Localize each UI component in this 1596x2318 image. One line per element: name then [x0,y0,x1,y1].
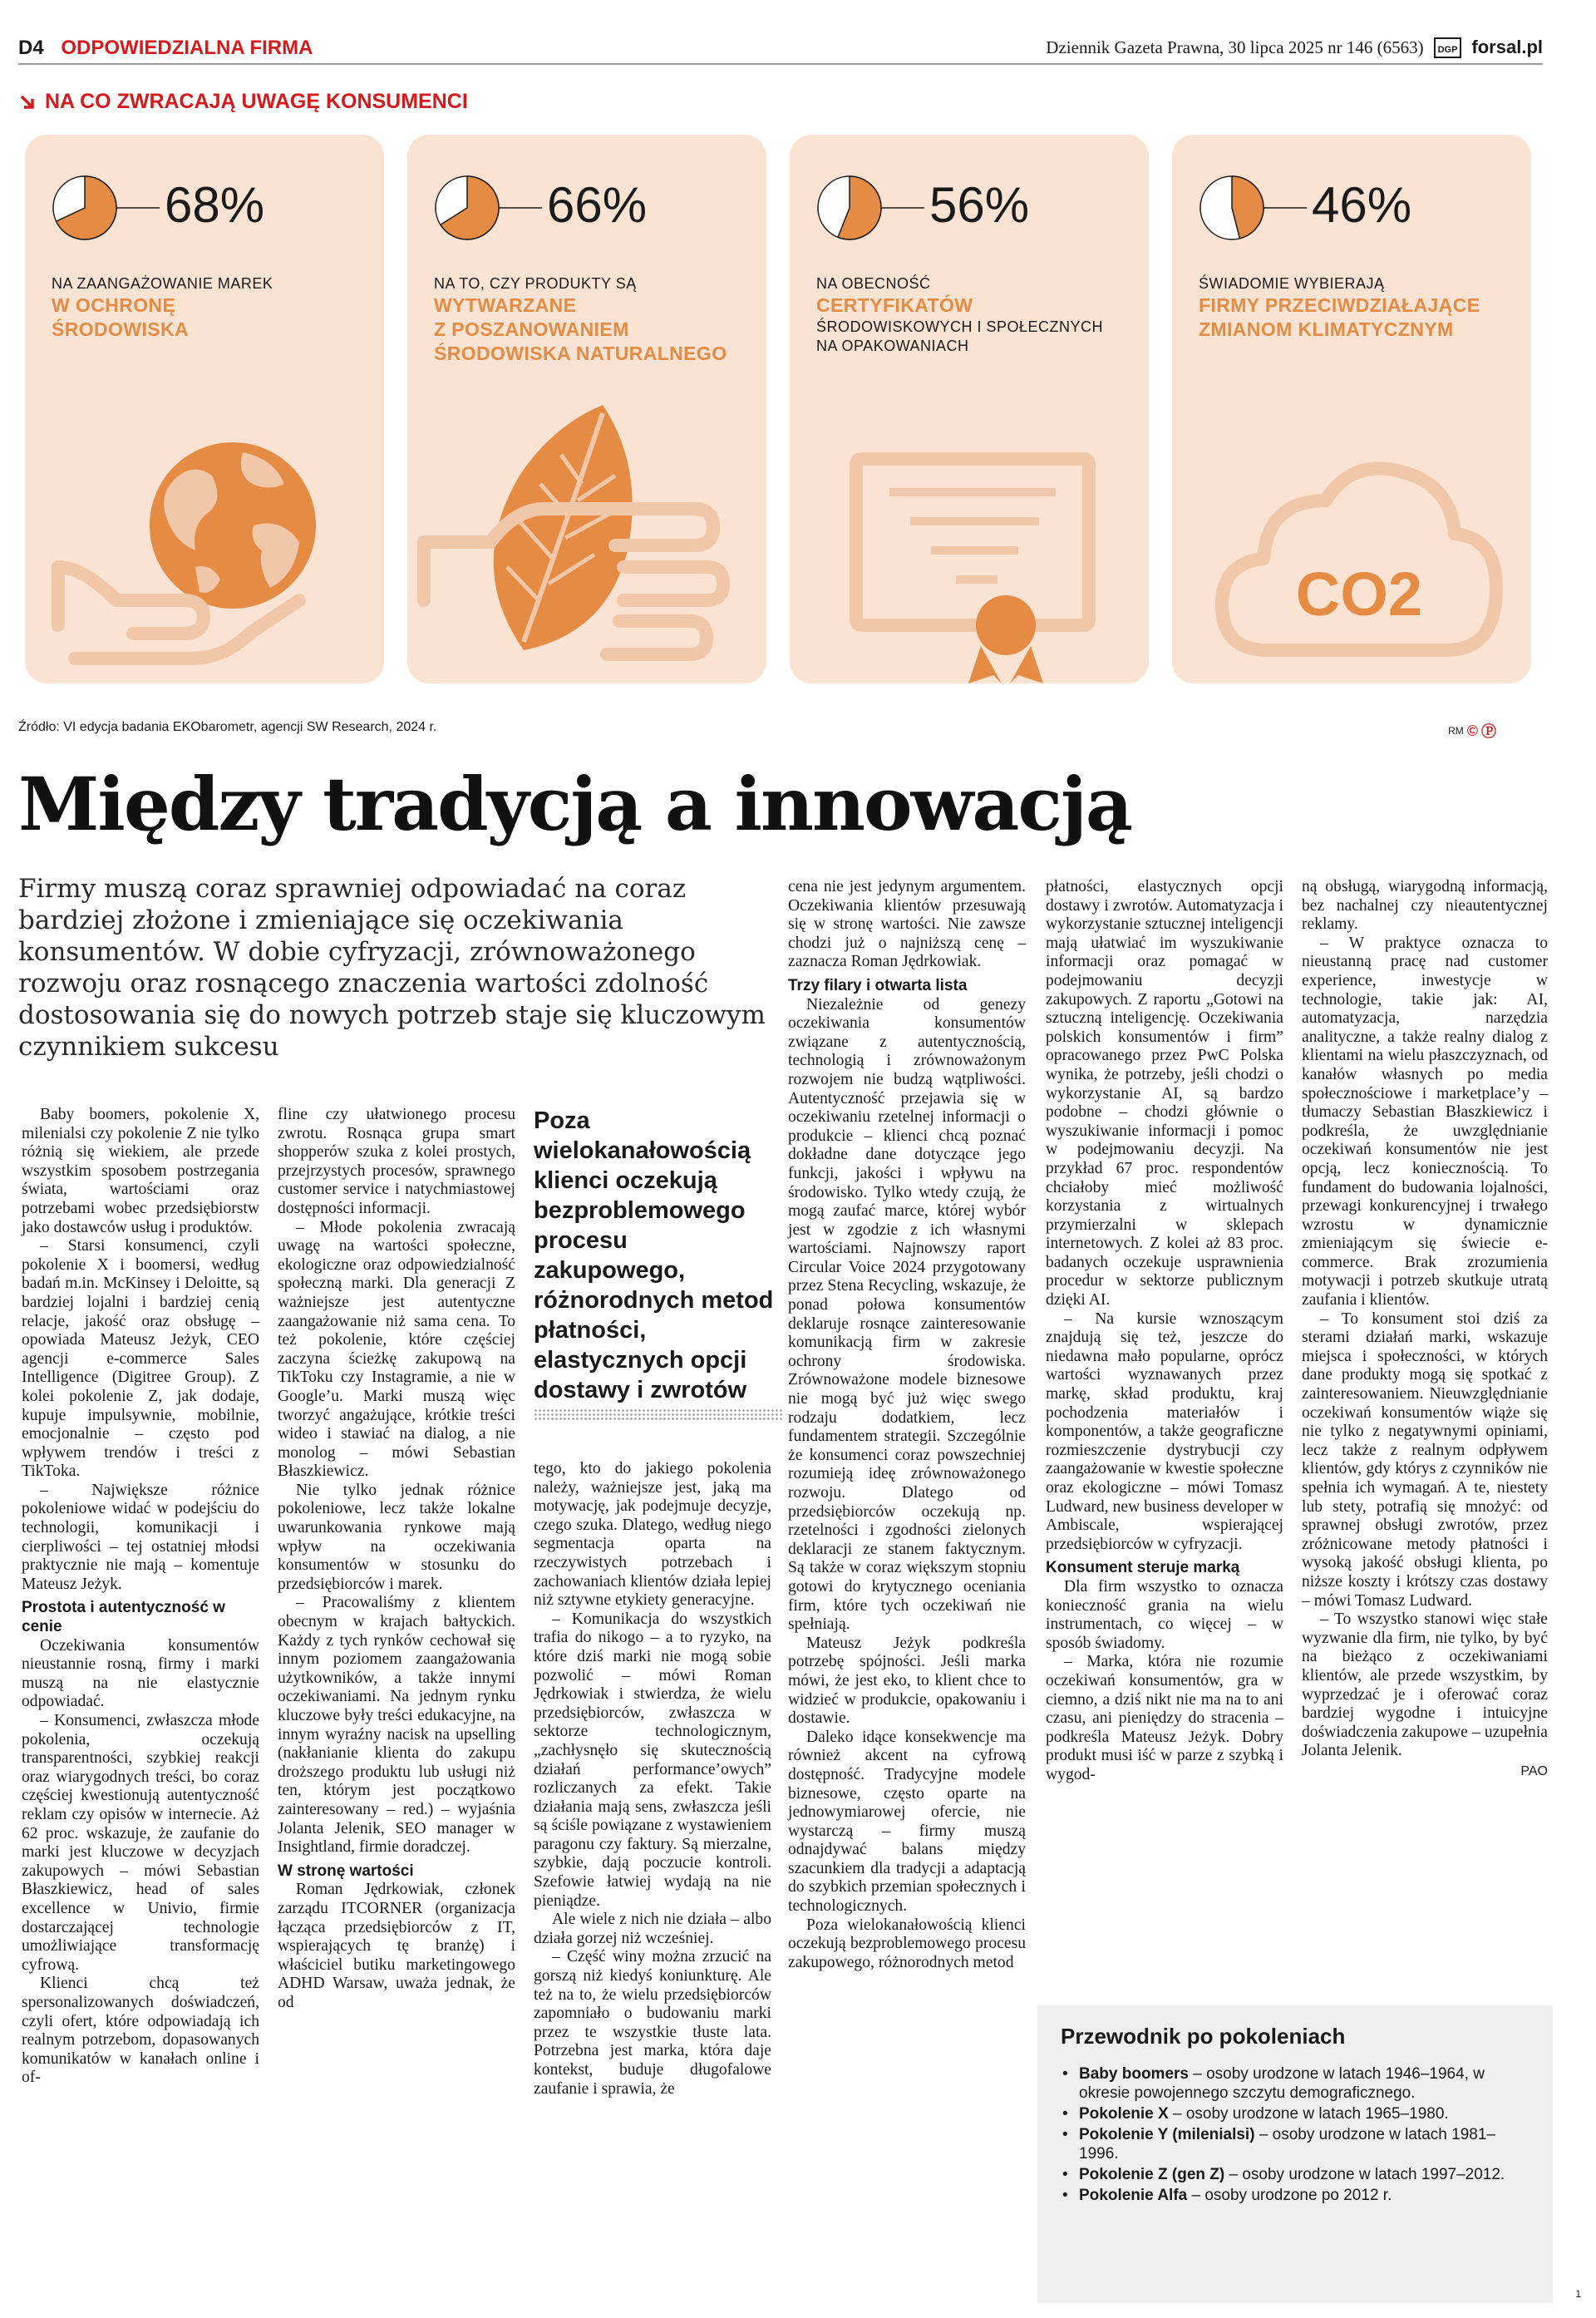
paragraph: Mateusz Jeżyk podkreśla potrzebę spójności. Jeśli marka mówi, że jest eko, to klient chce to widzieć w produkcie, opakowaniu i dostawie. [788,1634,1026,1728]
paragraph: Klienci chcą też spersonalizowanych doświadczeń, czyli ofert, które odpowiadają ich realnym potrzebom, dopasowanych komunikatów w kanałach online i of- [22,1975,259,2087]
stat-highlight: WYTWARZANE [434,294,577,316]
leaf-in-hand-icon [407,135,766,683]
paragraph: Niezależnie od genezy oczekiwania konsumentów związane z autentycznością, technologią i zrównoważonym rozwojem nie budzą wątpliwości. Autentyczność przejawia się w oczekiwaniu rzetelnej informacji o produkcie – klienci chcą poznać dokładne dane dotyczące jego funkcji, jakości i wpływu na środowisko. Tylko wtedy czują, że mogą zaufać marce, której wybór jest w zgodzie z ich własnymi wartościami. Najnowszy raport Circular Voice 2024 przygotowany przez Stena Recycling, wskazuje, że ponad połowa konsumentów deklaruje rosnące zainteresowanie komunikacją firm w zakresie ochrony środowiska. Zrównoważone modele biznesowe nie mogą być już więc swego rodzaju dodatkiem, lecz fundamentem strategii. Szczególnie że konsumenci coraz powszechniej rozumieją ideę zrównoważonego rozwoju. Dlatego od przedsiębiorców oczekują np. rzetelności i zgodności zielonych deklaracji ze stanem faktycznym. Są także w coraz większym stopniu gotowi do krytycznego oceniania firm, które tych oczekiwań nie spełniają. [788,995,1026,1634]
pull-quote-divider [534,1408,783,1420]
paragraph: płatności, elastycznych opcji dostawy i zwrotów. Automatyzacja i wykorzystanie sztucznej inteligencji mają ułatwiać im wyszukiwanie informacji oraz pomagać w podejmowaniu decyzji zakupowych. Z raportu „Gotowi na sztuczną inteligencję. Oczekiwania polskich konsumentów i firm” opracowanego przez PwC Polska wynika, że potrzeby, jeśli chodzi o wykorzystanie AI, są bardzo podobne – chodzi głównie o wyszukiwanie informacji i pomoc w podejmowaniu decyzji. Na przykład 67 proc. respondentów chciałoby mieć możliwość korzystania z wirtualnych przymierzalni w sklepach internetowych. Z kolei aż 83 proc. badanych oczekuje usprawnienia procedur w sektorze publicznym dzięki AI. [1046,878,1283,1309]
site-name: forsal.pl [1471,37,1543,57]
paragraph: – Komunikacja do wszystkich trafia do nikogo – a to ryzyko, na które dziś marki nie mogą sobie pozwolić – mówi Roman Jędrkowiak i stwierdza, że wielu przedsiębiorców, zwłaszcza w sektorze technologicznym, „zachłysnęło się skutecznością działań performance’owych” rozliczanych za efekt. Takie działania mają sens, zwłaszcza jeśli są ściśle powiązane z wystawieniem paragonu czy faktury. Są mierzalne, szybkie, dają poczucie kontroli. Szefowie łatwiej wydają na nie pieniądze. [534,1610,771,1910]
paragraph: – Marka, która nie rozumie oczekiwań konsumentów, gra w ciemno, a dziś nikt nie ma na to ani czasu, ani pieniędzy do stracenia – podkreśla Mateusz Jeżyk. Dobry produkt musi iść w parze z szybką i wygod- [1046,1653,1283,1783]
guide-item-name: Baby boomers [1079,2065,1189,2083]
guide-item-name: Pokolenie X [1079,2105,1169,2123]
paragraph: – Na kursie wznoszącym znajdują się też, jeszcze do niedawna mało popularne, oprócz wartości wyznawanych przez markę, skład produktu, kraj pochodzenia materiałów i komponentów, a także geograficzne rozmieszczenie dystrybucji czy zaangażowanie w kwestie społeczne oraz ekologiczne – mówi Tomasz Ludward, new business developer w Ambiscale, wspierającej przedsiębiorców w cyfryzacji. [1046,1309,1283,1553]
paragraph: Ale wiele z nich nie działa – albo działa gorzej niż wcześniej. [534,1911,771,1947]
infographic-source: Źródło: VI edycja badania EKObarometr, agencji SW Research, 2024 r. [18,720,437,734]
stat-line3-b: NA OPAKOWANIACH [816,338,969,354]
paragraph: Roman Jędrkowiak, członek zarządu ITCORNER (organizacja łącząca przedsiębiorców z IT, wspierających tę branżę) i właściciel butiku marketingowego ADHD Warsaw, uważa jednak, że od [278,1881,515,2011]
graphic-credit [1448,720,1496,742]
co2-text: CO2 [1295,560,1423,629]
article-column-3-lower [534,1460,771,2099]
globe-in-hand-icon [25,135,384,683]
subheading: Konsument steruje marką [1046,1559,1240,1577]
page-header-right [1046,37,1543,58]
guide-item-name: Pokolenie Z (gen Z) [1079,2166,1225,2183]
author-signature: PAO [1520,1763,1548,1778]
paragraph: Daleko idące konsekwencje ma również akcent na cyfrową dostępność. Tradycyjne modele biznesowe, często oparte na jednowymiarowej ofercie, nie wystarczą – firmy muszą odnajdywać balans między szacunkiem dla tradycji a adaptacją do szybkich przemian społecznych i technologicznych. [788,1728,1026,1916]
subheading: Trzy filary i otwarta lista [788,976,968,994]
stat-line1: NA TO, CZY PRODUKTY SĄ [434,275,637,292]
paragraph: – Młode pokolenia zwracają uwagę na wartości społeczne, ekologiczne oraz odpowiedzialność społeczną marki. Dla generacji Z ważniejsze jest autentyczne zaangażowanie niż sama cena. To też pokolenie, które częściej zaczyna ścieżkę zakupową na TikToku czy Instagramie, a nie w Google’u. Marki muszą więc tworzyć angażujące, krótkie treści wideo i stawiać na dialog, a nie monolog – mówi Sebastian Błaszkiewicz. [278,1218,515,1481]
article-column-6 [1302,878,1548,1782]
stat-card-3 [790,135,1149,683]
page-corner-number: 1 [1575,2288,1581,2300]
paragraph: Nie tylko jednak różnice pokoleniowe, lecz także lokalne uwarunkowania rynkowe mają wpływ na oczekiwania konsumentów w stosunku do przedsiębiorców i marek. [278,1481,515,1593]
credit-initials: RM [1448,725,1464,737]
section-title: ODPOWIEDZIALNA FIRMA [61,37,313,59]
guide-item-desc: – osoby urodzone po 2012 r. [1187,2187,1392,2204]
header-divider [18,63,1543,65]
article-column-5 [1046,878,1283,1785]
guide-item-name: Pokolenie Y (milenialsi) [1079,2126,1255,2143]
publication-info: Dziennik Gazeta Prawna, 30 lipca 2025 nr 146 (6563) [1046,37,1424,57]
paragraph: – Starsi konsumenci, czyli pokolenie X i boomersi, według badań m.in. McKinsey i Deloitte, są bardziej lojalni i bardziej cenią relacje, jakość oraz obsługę – opowiada Mateusz Jeżyk, CEO agencji e-commerce Sales Intelligence (Digitree Group). Z kolei pokolenie Z, jak dodaje, kupuje impulsywnie, mobilnie, emocjonalnie – często pod wpływem trendów i treści z TikToka. [22,1237,259,1481]
guide-item [1061,2186,1530,2205]
stat-highlight-3: ŚRODOWISKA NATURALNEGO [434,343,727,364]
arrow-down-right-icon [18,93,37,111]
paragraph: – W praktyce oznacza to nieustanną pracę nad customer experience, inwestycje w technologie, takie jak: AI, automatyzacja, narzędzia analityczne, a także realny dialog z klientami na wielu płaszczyznach, od kanałów własnych po media społecznościowe i marketplace’y – tłumaczy Sebastian Błaszkiewicz i podkreśla, że uwzględnianie oczekiwań konsumentów nie jest opcją, lecz koniecznością. To fundament do budowania lojalności, przewagi konkurencyjnej i trwałego wzrostu w dynamicznie zmieniającym się świecie e-commerce. Brak zrozumienia motywacji i potrzeb skutkuje utratą zaufania i klientów. [1302,934,1548,1309]
stat-percent: 46% [1312,177,1412,233]
guide-item [1061,2064,1530,2103]
guide-item [1061,2125,1530,2163]
stat-highlight: CERTYFIKATÓW [816,294,973,316]
guide-item-desc: – osoby urodzone w latach 1946–1964, w okresie powojennego szczytu demograficznego. [1079,2065,1485,2102]
infographic-kicker [18,90,468,114]
paragraph: cena nie jest jedynym argumentem. Oczekiwania klientów przesuwają się w stronę wartości. Nie zawsze chodzi już o najniższą cenę – zaznacza Roman Jędrkowiak. [788,878,1026,971]
paragraph: fline czy ułatwionego procesu zwrotu. Rosnąca grupa smart shopperów szuka z kolei prostych, przejrzystych procesów, sprawnego customer service i natychmiastowej dostępności informacji. [278,1106,515,1217]
paragraph: ną obsługą, wiarygodną informacją, bez nachalnej czy nieautentycznej reklamy. [1302,878,1548,934]
guide-item-desc: – osoby urodzone w latach 1965–1980. [1168,2105,1449,2123]
paragraph: – To wszystko stanowi więc stałe wyzwanie dla firm, nie tylko, by być na bieżąco z oczekiwaniami klientów, ale przede wszystkim, by wyprzedzać je i oferować coraz bardziej wygodne i intuicyjne doświadczenia zakupowe – uzupełnia Jolanta Jelenik. [1302,1610,1548,1760]
stat-percent: 56% [929,177,1030,233]
paragraph: Dla firm wszystko to oznacza konieczność grania na wielu instrumentach, co więcej – w sposób świadomy. [1046,1577,1283,1652]
page-number-label: D4 [18,37,44,59]
certificate-icon [790,135,1149,683]
paragraph: – Największe różnice pokoleniowe widać w podejściu do technologii, komunikacji i cierpliwości – tej ostatniej młodsi praktycznie nie mają – komentuje Mateusz Jeżyk. [22,1481,259,1593]
paragraph: – Pracowaliśmy z klientem obecnym w krajach bałtyckich. Każdy z tych rynków cechował się innym poziomem zaangażowania użytkowników, a także innymi oczekiwaniami. Na jednym rynku kluczowe były treści edukacyjne, na innym wyraźny nacisk na upselling (nakłanianie klienta do zakupu droższego produktu lub usługi niż ten, którym jest początkowo zainteresowany – red.) – wyjaśnia Jolanta Jelenik, SEO manager w Insightland, firmie doradczej. [278,1594,515,1857]
subheading: W stronę wartości [278,1862,414,1880]
guide-title: Przewodnik po pokoleniach [1061,2024,1346,2049]
paragraph: – To konsument stoi dziś za sterami działań marki, wskazuje miejsca i społeczności, w których dane produkty mogą się spotkać z zainteresowaniem. Nieuwzględnianie oczekiwań konsumentów wiąże się nie tylko z negatywnymi opiniami, lecz także z realnym odpływem klientów, gdy którys z czynników nie spełnia ich wymagań. A te, niestety lub stety, potrafią się mnożyć: od sprawnej obsługi zwrotów, przez zróżnicowane metody płatności i wysoką jakość obsługi klienta, po niższe koszty i krótszy czas dostawy – mówi Tomasz Ludward. [1302,1309,1548,1610]
stat-card-1 [25,135,384,683]
co2-cloud-icon [1172,135,1531,683]
stat-line3: ŚRODOWISKOWYCH I SPOŁECZNYCH [816,318,1104,335]
stat-card-2 [407,135,766,683]
guide-item-name: Pokolenie Alfa [1079,2187,1188,2204]
stat-card-4 [1172,135,1531,683]
paragraph: Poza wielokanałowością klienci oczekują bezproblemowego procesu zakupowego, różnorodnych metod [788,1916,1026,1971]
generations-guide-box [1037,2005,1553,2303]
article-column-4 [788,878,1026,1972]
stat-highlight-2: Z POSZANOWANIEM [434,318,629,340]
copyright-icon: © [1466,722,1478,739]
paragraph: – Konsumenci, zwłaszcza młode pokolenia, oczekują transparentności, szybkiej reakcji oraz wiarygodnych treści, bo coraz częściej kwestionują autentyczność reklam czy opisów w internecie. Aż 62 proc. wskazuje, że zaufanie do marki jest kluczowe w decyzjach zakupowych – mówi Sebastian Błaszkiewicz, head of sales excellence w Univio, firmie dostarczającej technologie umożliwiające transformację cyfrową. [22,1712,259,1974]
dgp-logo: DGP [1434,37,1462,58]
stat-highlight-2: ZMIANOM KLIMATYCZNYM [1199,318,1454,340]
guide-list [1061,2064,1530,2205]
guide-item [1061,2104,1530,2123]
article-headline: Między tradycją a innowacją [18,761,1131,847]
stat-highlight: W OCHRONĘ [52,294,176,316]
article-column-2 [278,1106,515,2013]
paragraph: Baby boomers, pokolenie X, milenialsi czy pokolenie Z nie tylko różnią się wiekiem, ale przede wszystkim sposobem postrzegania świata, wartościami oraz potrzebami wobec przedsiębiorstw jako dostawców usług i produktów. [22,1106,259,1236]
article-lead: Firmy muszą coraz sprawniej odpowiadać na coraz bardziej złożone i zmieniające się oczekiwania konsumentów. W dobie cyfryzacji, zrównoważonego rozwoju oraz rosnącego znaczenia wartości zdolność dostosowania się do nowych potrzeb staje się kluczowym czynnikiem sukcesu [18,874,766,1062]
stat-percent: 66% [547,177,648,233]
pull-quote: Poza wielokanałowością klienci oczekują bezproblemowego procesu zakupowego, różnorodnych metod płatności, elastycznych opcji dostawy i zwrotów [534,1107,774,1403]
stat-highlight-2: ŚRODOWISKA [52,318,189,340]
p-mark-icon: Ⓟ [1481,723,1496,740]
article-column-1 [22,1106,259,2088]
subheading: Prostota i autentyczność w cenie [22,1599,225,1636]
page-header-left [18,37,313,60]
stat-line1: ŚWIADOMIE WYBIERAJĄ [1199,275,1385,292]
guide-item-desc: – osoby urodzone w latach 1997–2012. [1224,2166,1505,2183]
stat-line1: NA ZAANGAŻOWANIE MAREK [52,275,273,292]
guide-item-desc: – osoby urodzone w latach 1981–1996. [1079,2126,1495,2163]
stat-percent: 68% [165,177,265,233]
paragraph: tego, kto do jakiego pokolenia należy, ważniejsze jest, jaką ma motywację, jak podejmuje decyzje, czego szuka. Dlatego, według niego segmentacja oparta na rzeczywistych potrzebach i zachowaniach klientów działa lepiej niż sztywne etykiety generacyjne. [534,1460,771,1610]
guide-item [1061,2165,1530,2184]
kicker-text: NA CO ZWRACAJĄ UWAGĘ KONSUMENCI [45,90,468,113]
paragraph: – Część winy można zrzucić na gorszą niż kiedyś koniunkturę. Ale też na to, że wielu przedsiębiorców zapomniało o budowaniu marki przez te wszystkie tłuste lata. Potrzebna jest marka, która daje kontekst, buduje długofalowe zaufanie i sprawia, że [534,1948,771,2098]
paragraph: Oczekiwania konsumentów nieustannie rosną, firmy i marki muszą na nie elastycznie odpowiadać. [22,1636,259,1711]
stat-highlight: FIRMY PRZECIWDZIAŁAJĄCE [1199,294,1480,316]
stat-line1: NA OBECNOŚĆ [816,275,931,292]
